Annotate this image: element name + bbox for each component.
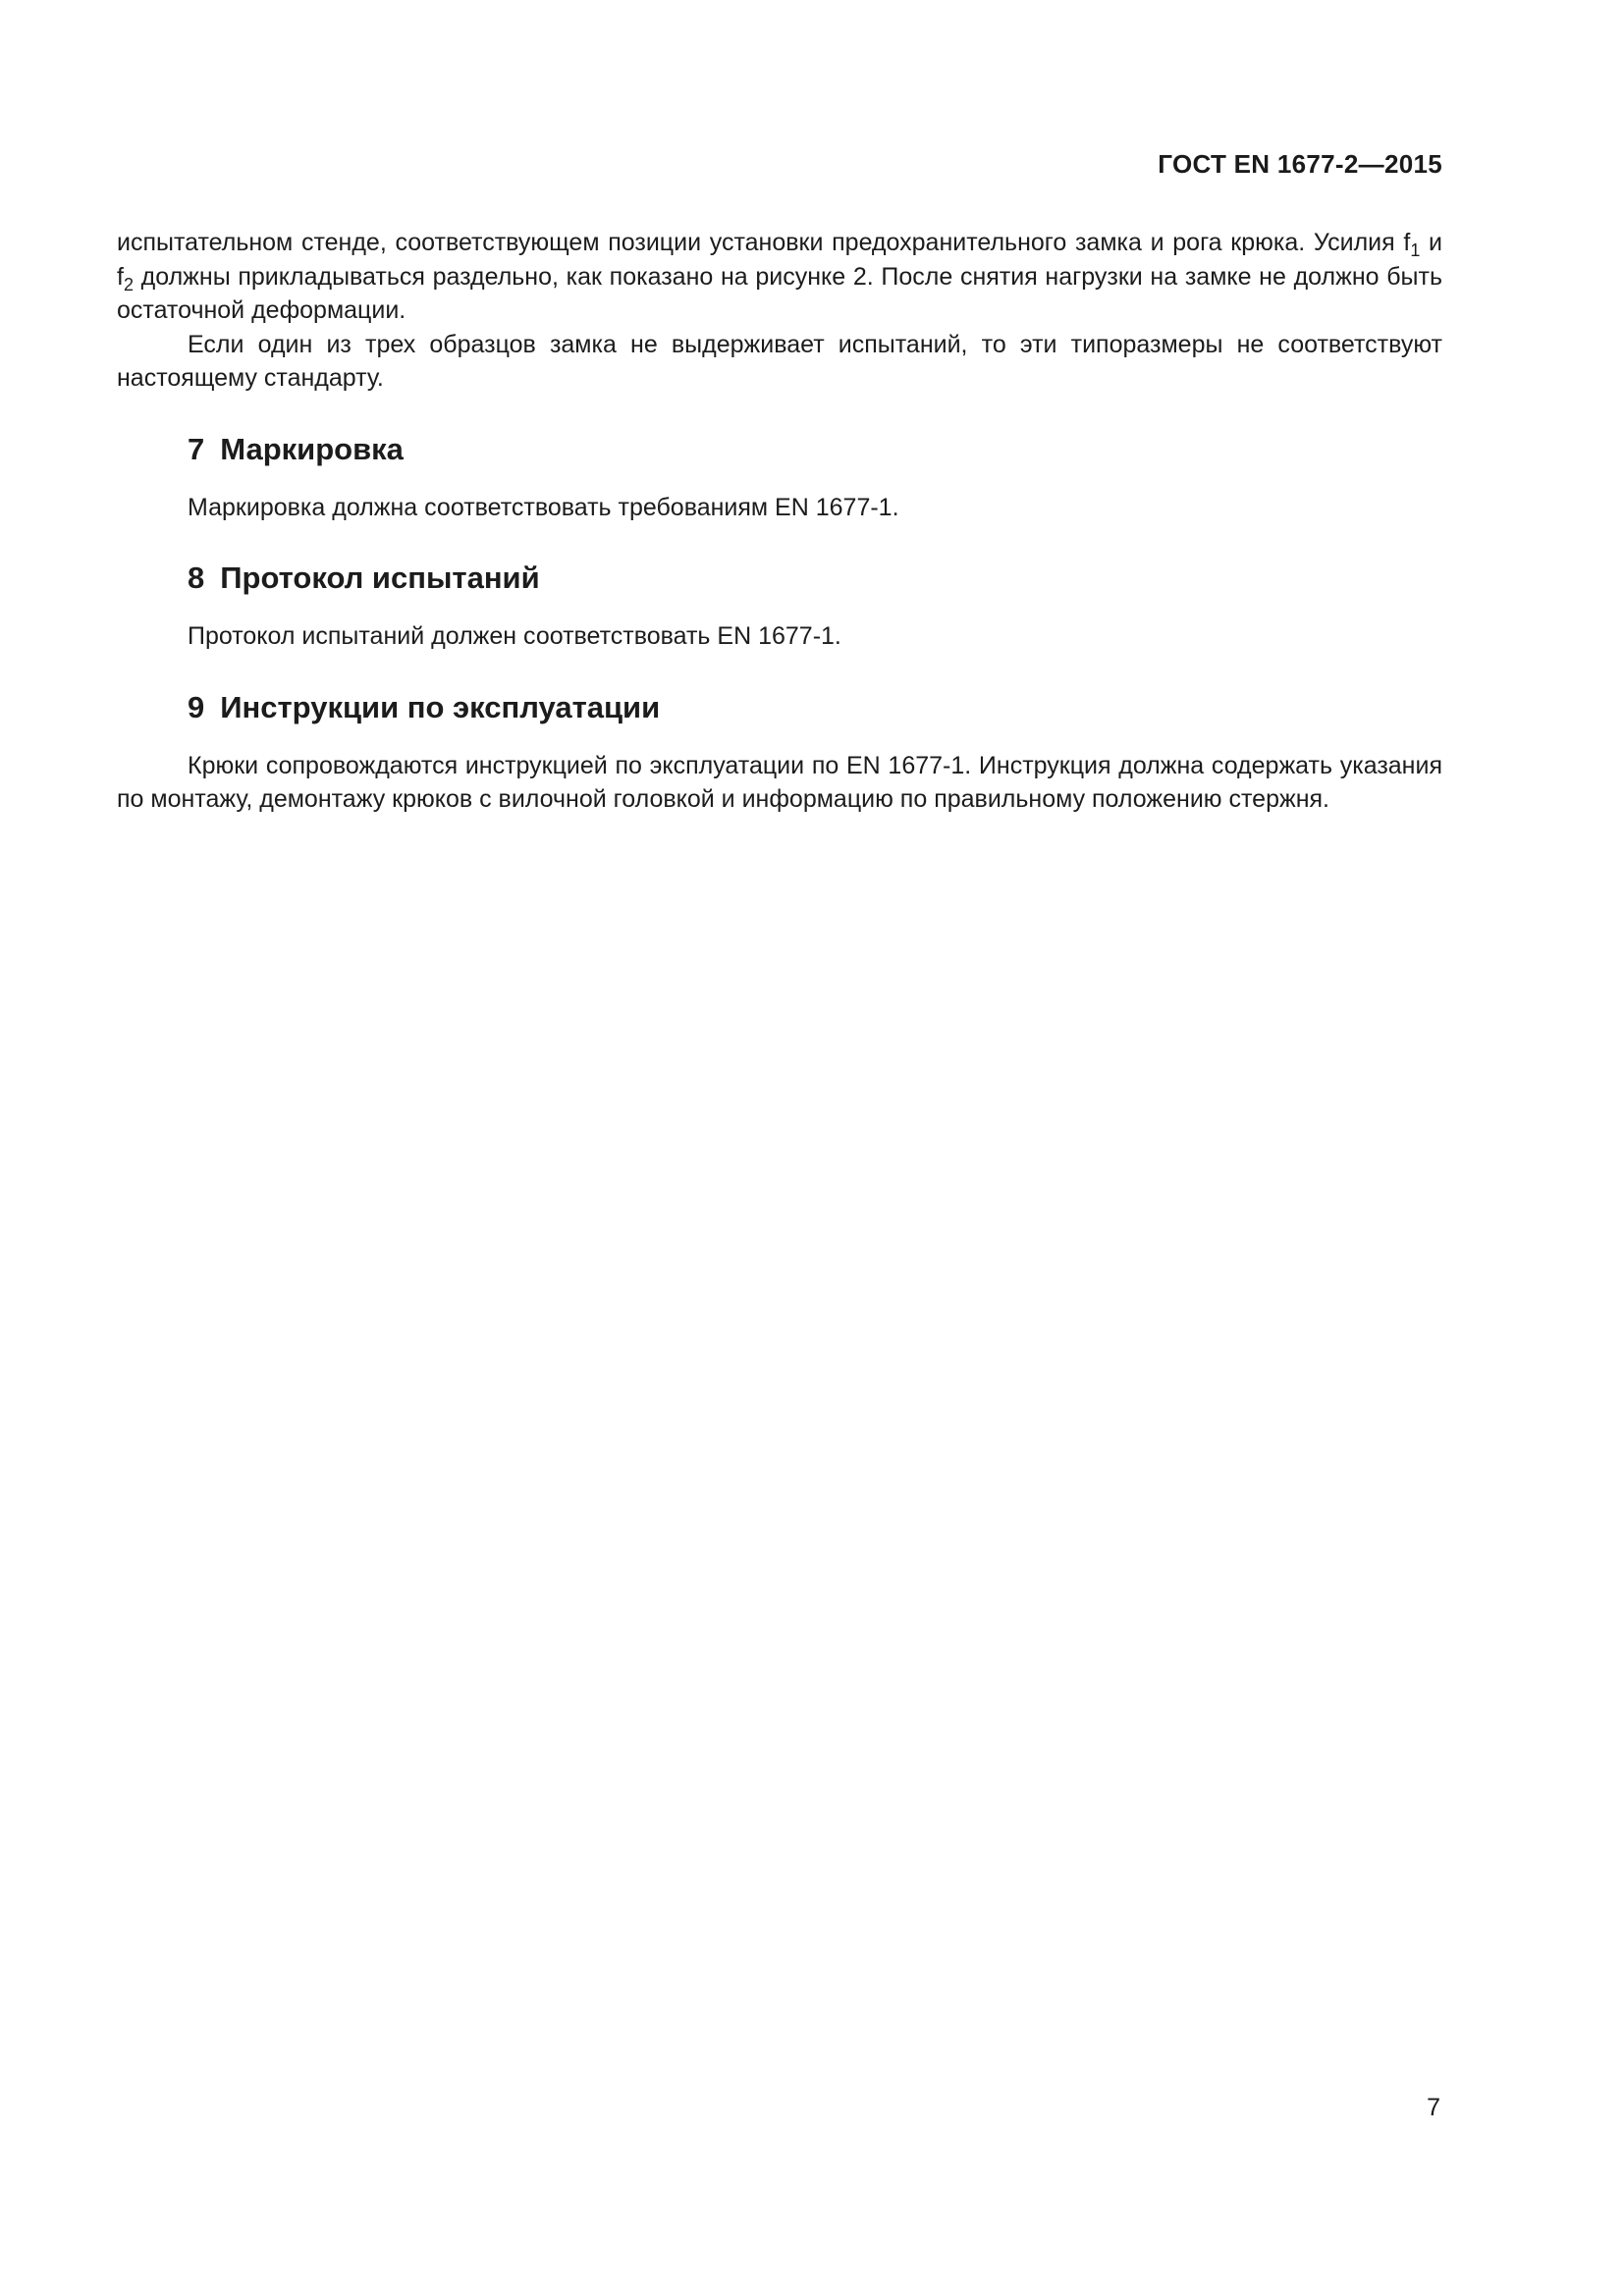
section-number: 9	[188, 689, 205, 724]
section-title: Инструкции по эксплуатации	[220, 689, 661, 724]
section-heading-marking	[117, 430, 1442, 469]
paragraph-line: испытательном стенде, соответствующем позиции установки предохранительного замка и рога крюка.	[117, 229, 1306, 256]
section-text-test-report: Протокол испытаний должен соответствовать EN 1677-1.	[188, 622, 841, 650]
page-header-standard-id: ГОСТ EN 1677-2—2015	[1158, 149, 1442, 179]
page-content	[117, 226, 1442, 817]
section-text-marking: Маркировка должна соответствовать требованиям EN 1677-1.	[188, 493, 899, 521]
section-heading-instructions	[117, 688, 1442, 727]
section-number: 7	[188, 431, 205, 466]
text-fragment: должны прикладываться раздельно, как показано на рисунке 2. После снятия нагрузки на замке не должно быть остаточной деформации.	[117, 262, 1442, 324]
subscript: 1	[1410, 240, 1421, 260]
subscript: 2	[123, 274, 134, 294]
page-number: 7	[1427, 2094, 1440, 2121]
paragraph-samples: Если один из трех образцов замка не выдерживает испытаний, то эти типоразмеры не соответствуют настоящему стандарту.	[117, 330, 1442, 392]
section-number: 8	[188, 561, 205, 595]
section-text-instructions: Крюки сопровождаются инструкцией по эксплуатации по EN 1677-1. Инструкция должна содержать указания по монтажу, демонтажу крюков с вилочной головкой и информацию по правильному положению стержня.	[117, 751, 1442, 813]
text-fragment: Усилия f	[1313, 229, 1411, 256]
text-fragment: и f	[117, 229, 1442, 291]
section-heading-test-report	[117, 559, 1442, 598]
paragraph-test-stand	[117, 226, 1442, 328]
section-title: Маркировка	[220, 431, 404, 466]
section-title: Протокол испытаний	[220, 561, 540, 595]
